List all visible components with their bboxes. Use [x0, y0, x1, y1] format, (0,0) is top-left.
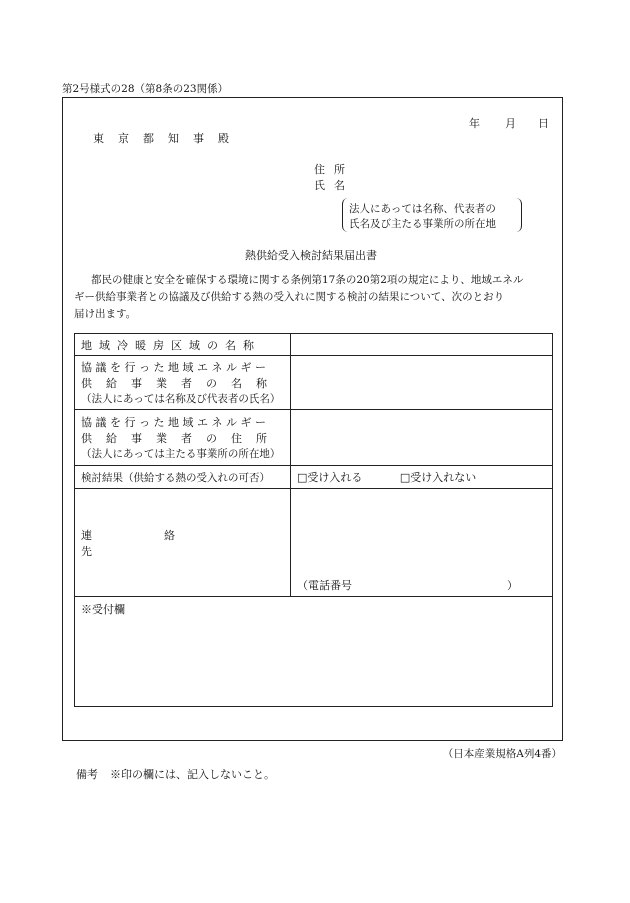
date-day: 日: [538, 117, 549, 130]
address-label: 住所: [314, 163, 354, 176]
remarks-text: ※印の欄には、記入しないこと。: [110, 768, 275, 781]
supplier-name-label-c: （法人にあっては名称及び代表者の氏名）: [81, 393, 281, 405]
contact-field[interactable]: [291, 489, 553, 597]
name-label: 氏名: [314, 179, 354, 192]
table-row-district: [75, 334, 553, 356]
form-number: 第2号様式の28（第8条の23関係）: [62, 83, 229, 95]
district-name-field[interactable]: [291, 334, 553, 356]
table-row-contact: [75, 489, 553, 597]
supplier-address-label-c: （法人にあっては主たる事業所の所在地）: [81, 448, 281, 460]
date-year: 年: [469, 117, 480, 130]
contact-label: 連絡先: [81, 528, 247, 558]
remarks-label: 備考: [76, 768, 98, 781]
body-text-line2: ギー供給事業者との協議及び供給する熱の受入れに関する検討の結果について、次のとおり: [74, 291, 505, 303]
body-text-line3: 届け出ます。: [74, 308, 137, 320]
phone-label: （電話番号: [297, 579, 352, 592]
table-row-supplier-name: [75, 356, 553, 410]
reception-label: ※受付欄: [81, 603, 125, 616]
supplier-address-label-b: 供給事業者の住所: [81, 432, 281, 445]
paper-size-note: （日本産業規格A列4番）: [442, 748, 562, 760]
addressee: 東京都知事殿: [93, 132, 243, 145]
date-month: 月: [505, 117, 516, 130]
table-row-result: [75, 466, 553, 489]
phone-close: ）: [507, 579, 518, 592]
accept-checkbox[interactable]: □受け入れる: [297, 471, 363, 484]
document-title: 熱供給受入検討結果届出書: [245, 249, 377, 262]
supplier-name-label-a: 協議を行った地域エネルギー: [81, 361, 270, 374]
supplier-name-field[interactable]: [291, 356, 553, 410]
applicant-note-line2: 氏名及び主たる事業所の所在地: [349, 218, 496, 230]
table-row-reception: [75, 597, 553, 707]
table-row-supplier-address: [75, 410, 553, 466]
supplier-address-field[interactable]: [291, 410, 553, 466]
body-text-line1: 都民の健康と安全を確保する環境に関する条例第17条の20第2項の規定により、地域エネル: [91, 274, 524, 286]
form-table: [74, 333, 553, 707]
result-label: 検討結果（供給する熱の受入れの可否）: [81, 471, 270, 484]
reject-checkbox[interactable]: □受け入れない: [399, 471, 477, 484]
district-name-label: 地域冷暖房区域の名称: [81, 338, 261, 352]
supplier-address-label-a: 協議を行った地域エネルギー: [81, 416, 270, 429]
applicant-note-line1: 法人にあっては名称、代表者の: [349, 203, 496, 215]
applicant-note: [342, 198, 522, 232]
supplier-name-label-b: 供給事業者の名称: [81, 377, 281, 390]
